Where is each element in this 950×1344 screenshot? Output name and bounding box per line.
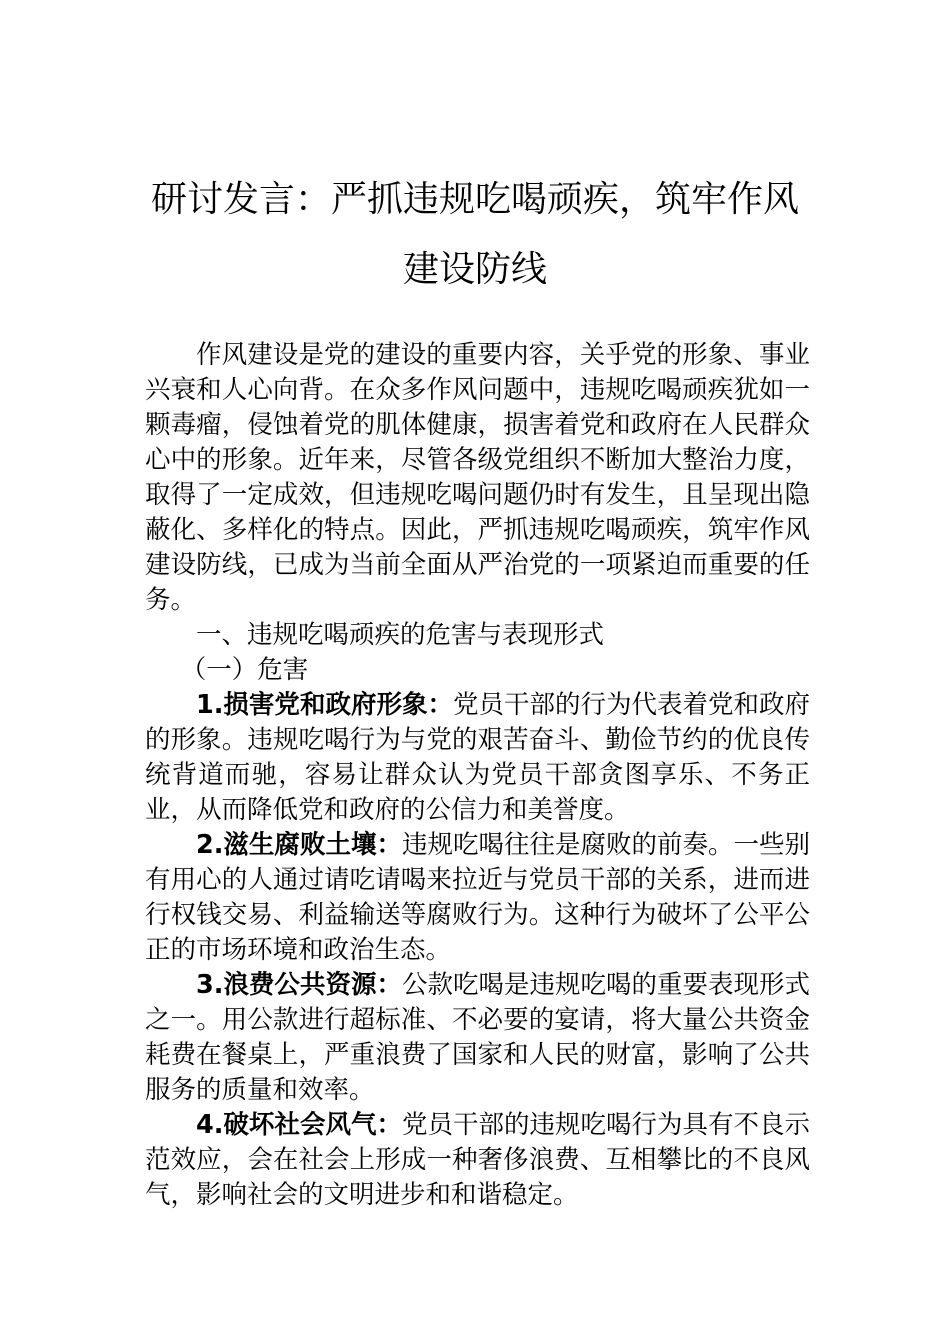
document-title-line-1: 研讨发言：严抓违规吃喝顽疾，筑牢作风 (150, 179, 799, 220)
list-item (145, 688, 810, 828)
list-item (145, 1108, 810, 1213)
list-item-label: 3.浪费公共资源： (196, 970, 402, 1000)
list-item-label: 4.破坏社会风气： (196, 1110, 402, 1140)
list-item-label: 2.滋生腐败土壤： (196, 830, 402, 860)
document-title-line-2: 建设防线 (402, 249, 547, 290)
list-item-text: 违规吃喝往往是腐败的前奏。一些别有用心的人通过请吃请喝来拉近与党员干部的关系，进而进行权钱交易、利益输送等腐败行为。这种行为破坏了公平公正的市场环境和政治生态。 (145, 830, 810, 965)
section-heading: 一、违规吃喝顽疾的危害与表现形式 (196, 620, 605, 650)
list-item (145, 828, 810, 968)
list-item (145, 968, 810, 1108)
subsection-heading: （一）危害 (180, 655, 309, 685)
list-item-text: 党员干部的违规吃喝行为具有不良示范效应，会在社会上形成一种奢侈浪费、互相攀比的不良风气，影响社会的文明进步和和谐稳定。 (145, 1110, 810, 1210)
list-item-text: 党员干部的行为代表着党和政府的形象。违规吃喝行为与党的艰苦奋斗、勤俭节约的优良传统背道而驰，容易让群众认为党员干部贪图享乐、不务正业，从而降低党和政府的公信力和美誉度。 (145, 690, 810, 825)
list-item-text: 公款吃喝是违规吃喝的重要表现形式之一。用公款进行超标准、不必要的宴请，将大量公共资金耗费在餐桌上，严重浪费了国家和人民的财富，影响了公共服务的质量和效率。 (145, 970, 810, 1105)
document-body (145, 338, 810, 1213)
intro-paragraph: 作风建设是党的建设的重要内容，关乎党的形象、事业兴衰和人心向背。在众多作风问题中，违规吃喝顽疾犹如一颗毒瘤，侵蚀着党的肌体健康，损害着党和政府在人民群众心中的形象。近年来，尽管各级党组织不断加大整治力度，取得了一定成效，但违规吃喝问题仍时有发生，且呈现出隐蔽化、多样化的特点。因此，严抓违规吃喝顽疾，筑牢作风建设防线，已成为当前全面从严治党的一项紧迫而重要的任务。 (145, 340, 810, 615)
list-item-label: 1.损害党和政府形象： (196, 690, 453, 720)
